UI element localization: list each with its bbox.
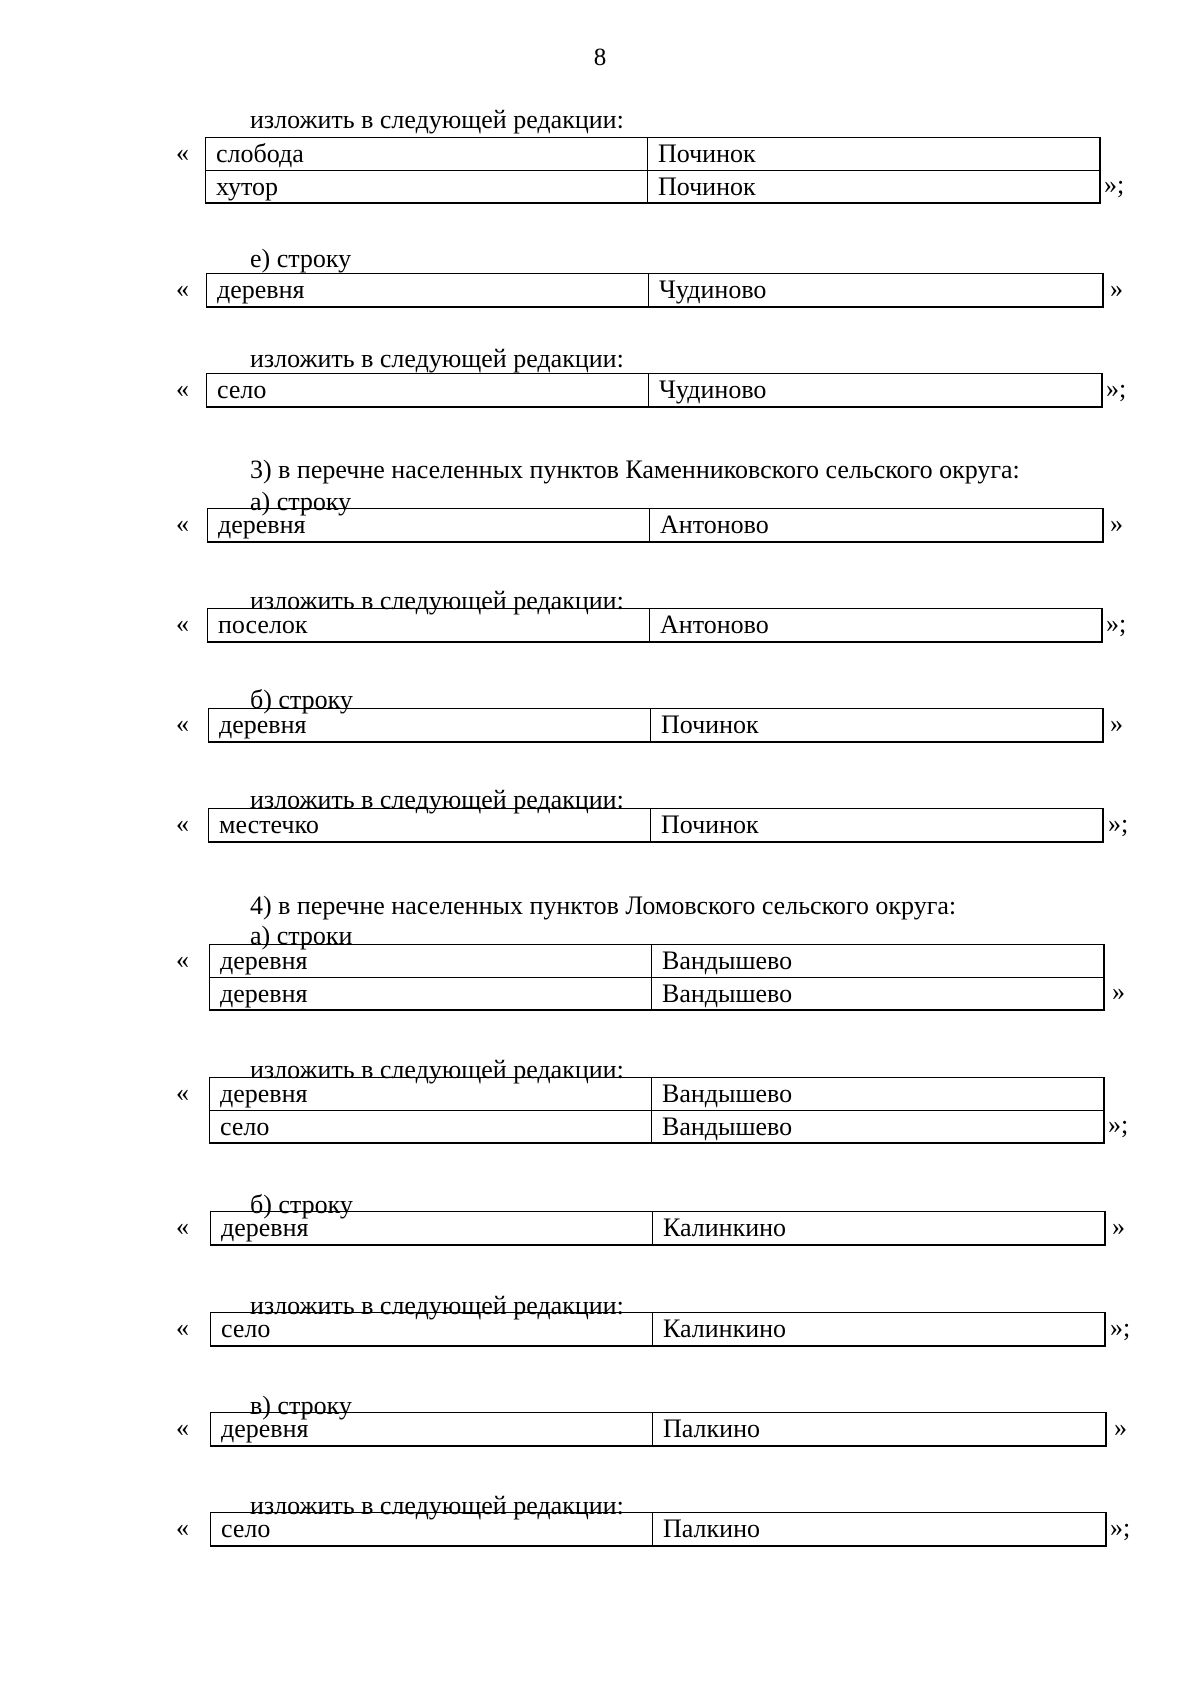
settlement-name-cell: Палкино — [663, 1414, 760, 1443]
settlement-type-cell: местечко — [209, 809, 651, 841]
settlement-type-cell: поселок — [208, 609, 650, 641]
settlement-table — [210, 1412, 1107, 1447]
settlement-type-cell: деревня — [207, 274, 649, 306]
settlement-type-cell: село — [211, 1513, 653, 1545]
open-quote: « — [176, 1212, 189, 1241]
settlement-table — [209, 944, 1105, 1011]
settlement-type-cell: деревня — [210, 1078, 652, 1110]
table-row — [207, 274, 1102, 306]
settlement-name-cell: Чудиново — [659, 375, 767, 404]
table-row — [210, 1078, 1103, 1110]
close-quote: »; — [1108, 809, 1129, 838]
close-quote: »; — [1104, 170, 1125, 199]
table-row — [208, 509, 1102, 541]
block-heading: изложить в следующей редакции: — [250, 586, 624, 615]
block-heading: а) строку — [250, 487, 352, 516]
settlement-table — [206, 373, 1103, 408]
close-quote: »; — [1106, 374, 1127, 403]
block-heading: изложить в следующей редакции: — [250, 105, 624, 134]
settlement-name-cell: Починок — [658, 172, 756, 201]
settlement-name-cell: Вандышево — [662, 979, 793, 1008]
settlement-type-cell: село — [207, 374, 649, 406]
settlement-type-cell: деревня — [208, 509, 650, 541]
close-quote: »; — [1110, 1313, 1131, 1342]
open-quote: « — [176, 374, 189, 403]
open-quote: « — [176, 138, 189, 167]
settlement-table — [209, 1077, 1105, 1144]
settlement-name-cell: Антоново — [660, 610, 769, 639]
settlement-table — [207, 508, 1104, 543]
close-quote: » — [1112, 1212, 1125, 1241]
settlement-name-cell: Вандышево — [662, 946, 793, 975]
settlement-name-cell: Починок — [658, 139, 756, 168]
settlement-table — [210, 1512, 1107, 1547]
table-row — [211, 1513, 1105, 1545]
open-quote: « — [176, 809, 189, 838]
open-quote: « — [176, 1413, 189, 1442]
open-quote: « — [176, 1513, 189, 1542]
table-row — [211, 1313, 1104, 1345]
settlement-name-cell: Вандышево — [662, 1079, 793, 1108]
settlement-table — [207, 608, 1103, 643]
table-row — [207, 374, 1101, 406]
settlement-type-cell: деревня — [211, 1212, 653, 1244]
open-quote: « — [176, 1313, 189, 1342]
open-quote: « — [176, 609, 189, 638]
settlement-table — [208, 808, 1104, 843]
block-heading: изложить в следующей редакции: — [250, 1491, 624, 1520]
open-quote: « — [176, 274, 189, 303]
settlement-name-cell: Починок — [661, 810, 759, 839]
settlement-name-cell: Палкино — [663, 1514, 760, 1543]
section-heading-3: 3) в перечне населенных пунктов Каменниковского сельского округа: — [250, 455, 1020, 484]
table-row — [210, 977, 1103, 1009]
close-quote: »; — [1108, 1110, 1129, 1139]
settlement-table — [210, 1312, 1106, 1347]
close-quote: »; — [1110, 1513, 1131, 1542]
settlement-name-cell: Чудиново — [659, 275, 767, 304]
block-heading: а) строки — [250, 921, 353, 950]
settlement-type-cell: хутор — [206, 171, 648, 202]
close-quote: » — [1110, 509, 1123, 538]
block-heading: в) строку — [250, 1391, 352, 1420]
settlement-table — [208, 708, 1104, 743]
settlement-type-cell: деревня — [211, 1413, 653, 1445]
table-row — [210, 945, 1103, 977]
settlement-table — [210, 1211, 1106, 1246]
settlement-type-cell: деревня — [210, 978, 652, 1009]
section-heading-4: 4) в перечне населенных пунктов Ломовского сельского округа: — [250, 891, 957, 920]
settlement-type-cell: село — [210, 1111, 652, 1142]
block-heading: изложить в следующей редакции: — [250, 344, 624, 373]
block-heading: изложить в следующей редакции: — [250, 1055, 624, 1084]
settlement-name-cell: Калинкино — [663, 1213, 787, 1242]
settlement-name-cell: Вандышево — [662, 1112, 793, 1141]
table-row — [209, 809, 1102, 841]
close-quote: » — [1110, 274, 1123, 303]
open-quote: « — [176, 1078, 189, 1107]
settlement-name-cell: Починок — [661, 710, 759, 739]
table-row — [211, 1212, 1104, 1244]
block-heading: изложить в следующей редакции: — [250, 785, 624, 814]
close-quote: » — [1110, 709, 1123, 738]
table-row — [211, 1413, 1105, 1445]
block-heading: изложить в следующей редакции: — [250, 1291, 624, 1320]
close-quote: » — [1112, 977, 1125, 1006]
close-quote: » — [1114, 1413, 1127, 1442]
block-heading: е) строку — [250, 244, 352, 273]
page-number: 8 — [593, 44, 607, 71]
settlement-table — [206, 273, 1104, 308]
table-row — [209, 709, 1102, 741]
block-heading: б) строку — [250, 1190, 353, 1219]
settlement-type-cell: деревня — [210, 945, 652, 977]
settlement-table — [205, 137, 1101, 204]
table-row — [206, 170, 1099, 202]
table-row — [206, 138, 1099, 170]
close-quote: »; — [1106, 609, 1127, 638]
settlement-name-cell: Калинкино — [663, 1314, 787, 1343]
table-row — [210, 1110, 1103, 1142]
settlement-type-cell: село — [211, 1313, 653, 1345]
open-quote: « — [176, 709, 189, 738]
open-quote: « — [176, 509, 189, 538]
settlement-name-cell: Антоново — [660, 510, 769, 539]
table-row — [208, 609, 1101, 641]
block-heading: б) строку — [250, 685, 353, 714]
settlement-type-cell: слобода — [206, 138, 648, 170]
settlement-type-cell: деревня — [209, 709, 651, 741]
open-quote: « — [176, 945, 189, 974]
